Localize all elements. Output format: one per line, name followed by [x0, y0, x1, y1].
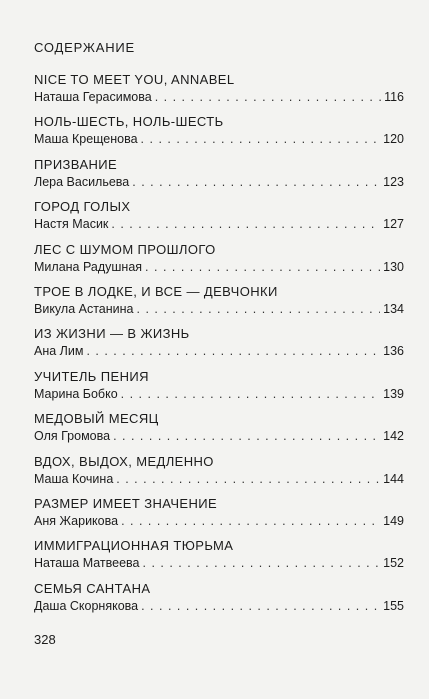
- entry-title: НОЛЬ-ШЕСТЬ, НОЛЬ-ШЕСТЬ: [34, 114, 224, 130]
- entry-title: ЛЕС С ШУМОМ ПРОШЛОГО: [34, 241, 216, 257]
- dot-leader: [116, 471, 380, 487]
- dot-leader: [155, 89, 381, 105]
- entry-page-number: 142: [383, 429, 404, 444]
- entry-title: ПРИЗВАНИЕ: [34, 156, 118, 172]
- toc-entry: [34, 72, 404, 114]
- page-title: СОДЕРЖАНИЕ: [34, 40, 136, 55]
- entry-author: Оля Громова: [34, 429, 111, 444]
- dot-leader: [121, 386, 380, 402]
- dot-leader: [113, 428, 380, 444]
- toc-entry: [34, 284, 404, 326]
- toc-entry: [34, 411, 404, 453]
- dot-leader: [111, 216, 380, 232]
- toc-entry: [34, 369, 404, 411]
- entry-title: ВДОХ, ВЫДОХ, МЕДЛЕННО: [34, 453, 214, 469]
- page-number: 328: [34, 632, 56, 647]
- dot-leader: [86, 343, 380, 359]
- entry-author: Наташа Герасимова: [34, 90, 152, 104]
- entry-author: Ана Лим: [34, 344, 84, 359]
- dot-leader: [137, 301, 381, 317]
- entry-author: Маша Крещенова: [34, 132, 138, 147]
- toc-entry: [34, 157, 404, 199]
- entry-page-number: 139: [383, 386, 404, 401]
- entry-author: Аня Жарикова: [34, 513, 119, 528]
- entry-title: ТРОЕ В ЛОДКЕ, И ВСЕ — ДЕВЧОНКИ: [34, 283, 278, 299]
- entry-title: ГОРОД ГОЛЫХ: [34, 199, 131, 215]
- entry-title: УЧИТЕЛЬ ПЕНИЯ: [34, 368, 149, 384]
- entry-title: МЕДОВЫЙ МЕСЯЦ: [34, 411, 159, 427]
- entry-title: ИЗ ЖИЗНИ — В ЖИЗНЬ: [34, 326, 190, 342]
- entry-author: Марина Бобко: [34, 386, 118, 401]
- entry-title: СЕМЬЯ САНТАНА: [34, 580, 151, 596]
- entry-page-number: 155: [383, 598, 404, 613]
- dot-leader: [132, 174, 380, 190]
- entry-page-number: 134: [383, 301, 404, 316]
- entry-author: Лера Васильева: [34, 174, 130, 189]
- entry-author: Даша Скорнякова: [34, 598, 139, 613]
- toc-entry: [34, 496, 404, 538]
- entry-page-number: 152: [383, 556, 404, 571]
- entry-page-number: 120: [383, 132, 404, 147]
- entry-author: Милана Радушная: [34, 259, 143, 274]
- entry-page-number: 130: [383, 259, 404, 274]
- dot-leader: [141, 598, 380, 614]
- toc-entry: [34, 114, 404, 156]
- entry-page-number: 116: [384, 90, 404, 104]
- entry-page-number: 127: [383, 217, 404, 232]
- entry-title: NICE TO MEET YOU, ANNABEL: [34, 72, 235, 87]
- dot-leader: [145, 259, 380, 275]
- entry-page-number: 123: [383, 174, 404, 189]
- entry-page-number: 149: [383, 513, 404, 528]
- entry-title: РАЗМЕР ИМЕЕТ ЗНАЧЕНИЕ: [34, 495, 218, 511]
- table-of-contents: [34, 72, 404, 623]
- toc-entry: [34, 242, 404, 284]
- dot-leader: [121, 513, 380, 529]
- toc-entry: [34, 581, 404, 623]
- entry-page-number: 144: [383, 471, 404, 486]
- toc-entry: [34, 454, 404, 496]
- toc-entry: [34, 326, 404, 368]
- toc-entry: [34, 538, 404, 580]
- entry-title: ИММИГРАЦИОННАЯ ТЮРЬМА: [34, 538, 234, 554]
- dot-leader: [141, 131, 381, 147]
- entry-author: Наташа Матвеева: [34, 556, 140, 571]
- entry-author: Настя Масик: [34, 217, 109, 232]
- toc-entry: [34, 199, 404, 241]
- entry-page-number: 136: [383, 344, 404, 359]
- entry-author: Викула Астанина: [34, 301, 134, 316]
- entry-author: Маша Кочина: [34, 471, 114, 486]
- dot-leader: [143, 555, 381, 571]
